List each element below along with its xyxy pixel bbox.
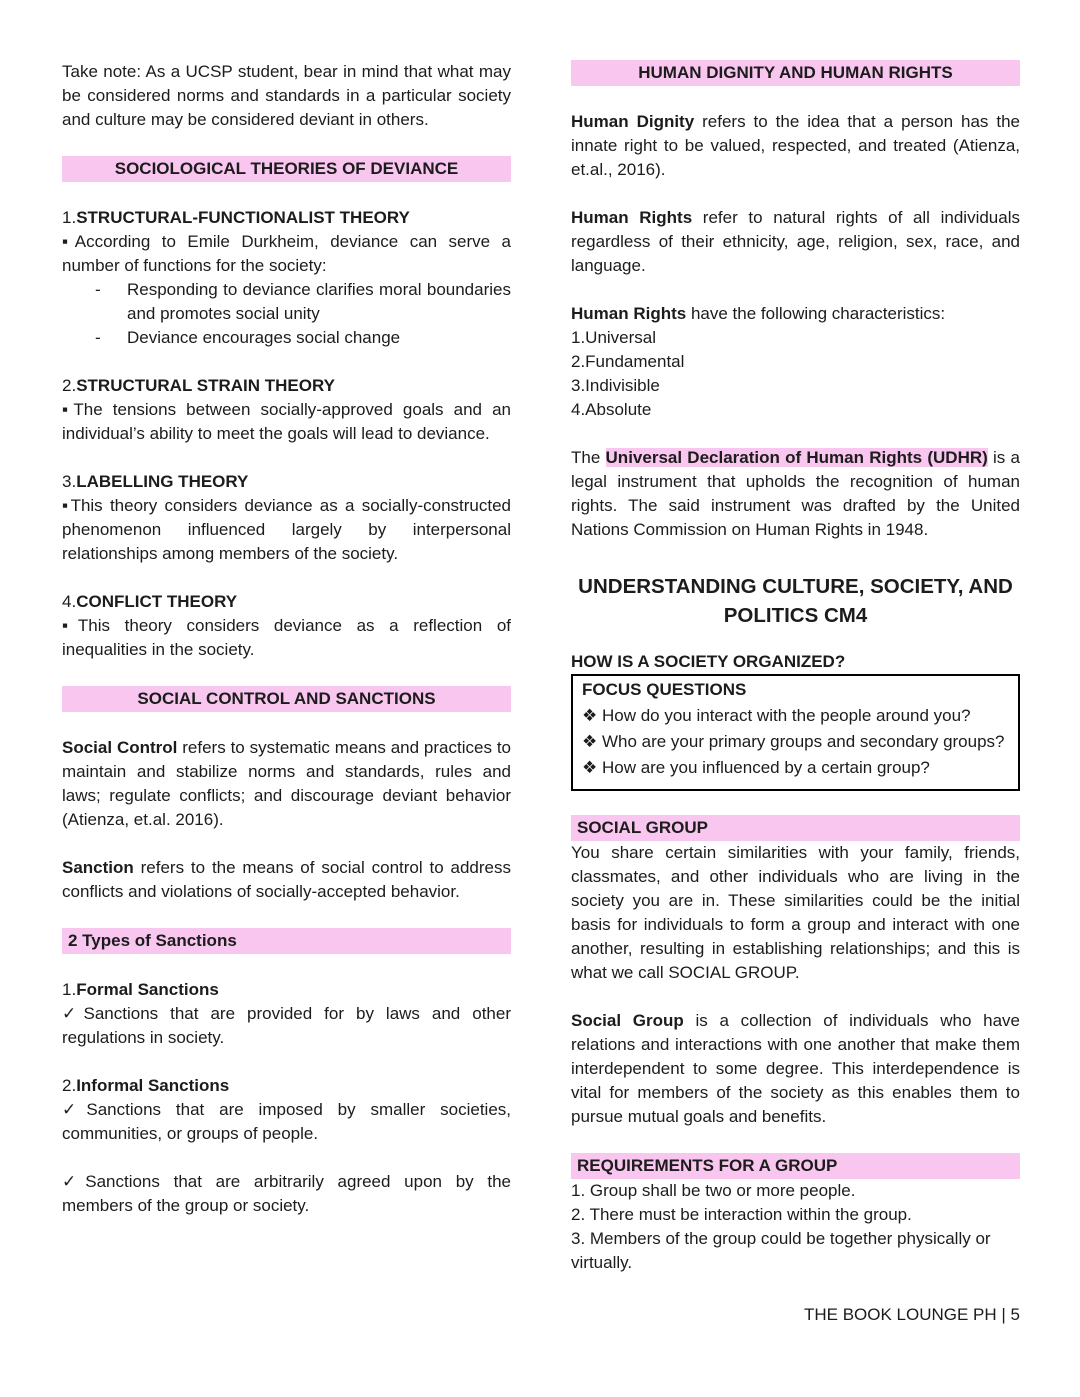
theory-description: ▪This theory considers deviance as a reflection of inequalities in the society. xyxy=(62,616,511,659)
sanction-type-description: ✓Sanctions that are imposed by smaller societies, communities, or groups of people. xyxy=(62,1100,511,1143)
characteristic-item: 2.Fundamental xyxy=(571,352,685,371)
theory-heading xyxy=(62,206,511,230)
section-header-requirements xyxy=(571,1153,1020,1179)
sub-bullet xyxy=(62,326,511,350)
section-header-human-dignity xyxy=(571,60,1020,86)
social-control-paragraph xyxy=(62,736,511,832)
focus-question-item: ❖ How do you interact with the people around you? xyxy=(582,706,971,725)
section-header-text: SOCIAL GROUP xyxy=(577,818,708,837)
theory-conflict xyxy=(62,590,511,662)
sub-bullet xyxy=(62,278,511,326)
right-column xyxy=(571,60,1020,1327)
udhr-text xyxy=(571,446,1020,542)
characteristic-item: 1.Universal xyxy=(571,328,657,347)
udhr-highlighted-term: Universal Declaration of Human Rights (UDHR) xyxy=(605,448,988,467)
human-dignity-paragraph xyxy=(571,110,1020,182)
focus-question-item: ❖ Who are your primary groups and secondary groups? xyxy=(582,732,1005,751)
theory-name: STRUCTURAL STRAIN THEORY xyxy=(76,376,335,395)
requirement-item: 3. Members of the group could be together physically or virtually. xyxy=(571,1229,991,1272)
theory-number: 3. xyxy=(62,472,77,491)
term-social-group: Social Group xyxy=(571,1011,684,1030)
theory-number: 2. xyxy=(62,376,77,395)
theory-description: ▪This theory considers deviance as a socially-constructed phenomenon influenced largely by interpersonal relationships among members of the society. xyxy=(62,496,511,563)
dash-bullet: - xyxy=(95,328,101,347)
theory-heading xyxy=(62,590,511,614)
theory-name: CONFLICT THEORY xyxy=(76,592,238,611)
definition-text: refers to the idea that a person has the innate right to be valued, respected, and treated (Atienza, et.al., 2016). xyxy=(571,112,1020,179)
term-social-control: Social Control xyxy=(62,738,178,757)
sanction-type-description: ✓Sanctions that are provided for by laws and other regulations in society. xyxy=(62,1004,511,1047)
definition-text: refers to the means of social control to address conflicts and violations of socially-accepted behavior. xyxy=(62,858,511,901)
characteristics-intro-text: have the following characteristics: xyxy=(686,304,946,323)
characteristics-intro xyxy=(571,302,1020,326)
how-society-organized-heading: HOW IS A SOCIETY ORGANIZED? xyxy=(571,652,846,671)
section-header-social-control xyxy=(62,686,511,712)
theory-name: LABELLING THEORY xyxy=(76,472,249,491)
human-dignity-text xyxy=(571,110,1020,182)
term-human-dignity: Human Dignity xyxy=(571,112,695,131)
theory-description: ▪According to Emile Durkheim, deviance can serve a number of functions for the society: xyxy=(62,232,511,275)
human-rights-text xyxy=(571,206,1020,278)
sub-bullet-text: Deviance encourages social change xyxy=(127,328,401,347)
udhr-pre-text: The xyxy=(571,448,606,467)
intro-note-paragraph xyxy=(62,60,511,132)
dash-bullet: - xyxy=(95,280,101,299)
definition-text: refer to natural rights of all individuals regardless of their ethnicity, age, religion, sex, race, and language. xyxy=(571,208,1020,275)
section-header-text: HUMAN DIGNITY AND HUMAN RIGHTS xyxy=(638,63,953,82)
social-control-text xyxy=(62,736,511,832)
udhr-post-text: is a legal instrument that upholds the recognition of human rights. The said instrument was drafted by the United Nations Commission on Human Rights in 1948. xyxy=(571,448,1020,539)
udhr-paragraph xyxy=(571,446,1020,542)
left-column xyxy=(62,60,511,1327)
sub-bullet-text: Responding to deviance clarifies moral boundaries and promotes social unity xyxy=(127,280,511,323)
section-header-text: SOCIOLOGICAL THEORIES OF DEVIANCE xyxy=(114,159,459,178)
sanction-type-number: 1. xyxy=(62,980,77,999)
theory-heading xyxy=(62,374,511,398)
theory-structural-strain xyxy=(62,374,511,446)
sanction-type-name: Informal Sanctions xyxy=(76,1076,230,1095)
theory-number: 1. xyxy=(62,208,77,227)
characteristic-item: 3.Indivisible xyxy=(571,376,660,395)
focus-questions-title: FOCUS QUESTIONS xyxy=(582,680,747,699)
section-header-social-group xyxy=(571,815,1020,841)
section-header-text: SOCIAL CONTROL AND SANCTIONS xyxy=(137,689,436,708)
theory-name: STRUCTURAL-FUNCTIONALIST THEORY xyxy=(76,208,410,227)
theory-number: 4. xyxy=(62,592,77,611)
section-header-text: 2 Types of Sanctions xyxy=(68,931,237,950)
theory-heading xyxy=(62,470,511,494)
term-human-rights: Human Rights xyxy=(571,208,693,227)
informal-sanctions-block xyxy=(62,1074,511,1146)
section-header-types-of-sanctions xyxy=(62,928,511,954)
section-header-sociological-theories xyxy=(62,156,511,182)
term-human-rights: Human Rights xyxy=(571,304,687,323)
formal-sanctions-block xyxy=(62,978,511,1050)
social-group-text: You share certain similarities with your family, friends, classmates, and other individuals who are living in the society you are in. These similarities could be the initial basis for individuals to form a group and interact with one another, resulting in establishing relationships; and this is what we call SOCIAL GROUP. xyxy=(571,843,1020,982)
definition-text: refers to systematic means and practices to maintain and stabilize norms and standards, rules and laws; regulate conflicts; and discourage deviant behavior (Atienza, et.al. 2016). xyxy=(62,738,511,829)
section-header-text: REQUIREMENTS FOR A GROUP xyxy=(577,1156,838,1175)
main-document-title: UNDERSTANDING CULTURE, SOCIETY, AND POLITICS CM4 xyxy=(578,575,1013,627)
requirement-item: 1. Group shall be two or more people. xyxy=(571,1181,856,1200)
sanction-type-description: ✓Sanctions that are arbitrarily agreed upon by the members of the group or society. xyxy=(62,1172,511,1215)
sanction-type-number: 2. xyxy=(62,1076,77,1095)
social-group-definition xyxy=(571,1009,1020,1129)
focus-question-item: ❖ How are you influenced by a certain group? xyxy=(582,758,930,777)
human-rights-paragraph xyxy=(571,206,1020,278)
human-rights-characteristics xyxy=(571,302,1020,422)
requirement-item: 2. There must be interaction within the group. xyxy=(571,1205,912,1224)
sanction-paragraph xyxy=(62,856,511,904)
characteristic-item: 4.Absolute xyxy=(571,400,652,419)
page-footer: THE BOOK LOUNGE PH | 5 xyxy=(803,1305,1020,1324)
social-group-section xyxy=(571,815,1020,985)
focus-questions-box xyxy=(571,674,1020,791)
informal-sanctions-extra xyxy=(62,1170,511,1218)
sanction-text xyxy=(62,856,511,904)
sanction-type-name: Formal Sanctions xyxy=(76,980,219,999)
requirements-section xyxy=(571,1153,1020,1275)
intro-note-text: Take note: As a UCSP student, bear in mind that what may be considered norms and standards in a particular society and culture may be considered deviant in others. xyxy=(62,62,511,129)
sanction-type-heading xyxy=(62,978,511,1002)
term-sanction: Sanction xyxy=(62,858,134,877)
sanction-type-heading xyxy=(62,1074,511,1098)
theory-structural-functionalist xyxy=(62,206,511,350)
theory-description: ▪The tensions between socially-approved goals and an individual’s ability to meet the goals will lead to deviance. xyxy=(62,400,511,443)
social-group-definition-text xyxy=(571,1009,1020,1129)
definition-text: is a collection of individuals who have relations and interactions with one another that make them interdependent to some degree. This interdependence is vital for members of the society as this enables them to pursue mutual goals and benefits. xyxy=(571,1011,1021,1126)
theory-labelling xyxy=(62,470,511,566)
